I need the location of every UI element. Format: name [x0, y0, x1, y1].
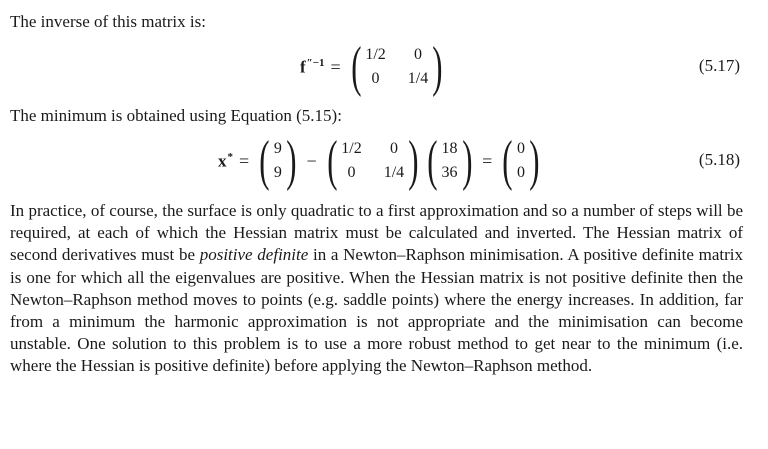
equation-5-17	[0, 36, 768, 98]
matrix-cell: 0	[347, 164, 356, 181]
eq518-equals-1: =	[239, 150, 250, 171]
equation-5-18	[0, 130, 768, 192]
eq518-minus: −	[306, 150, 317, 171]
right-paren: )	[432, 36, 443, 98]
vector-cell: 18	[441, 140, 458, 157]
equation-5-17-body	[300, 36, 447, 98]
matrix-inverse	[341, 138, 404, 184]
body-paragraph	[10, 200, 743, 378]
equation-5-18-body	[218, 130, 544, 192]
right-paren: )	[529, 130, 540, 192]
eq518-equals-2: =	[482, 150, 493, 171]
paragraph-text-2: in a Newton–Raphson minimisation. A positive definite matrix is one for which all the eigenvalues are positive. When the Hessian matrix is not positive definite then the Newton–Raphson method moves to points (e.g. saddle points) where the energy increases. In addition, far from a minimum the harmonic approximation is not appropriate and the minimisation can become unstable. One solution to this problem is to use a more robust method to get near to the minimum (i.e. where the Hessian is positive definite) before applying the Newton–Raphson method.	[10, 245, 743, 376]
matrix-cell: 1/4	[407, 70, 429, 87]
vector-cell: 36	[441, 164, 458, 181]
matrix-cell: 1/2	[365, 46, 386, 63]
vector-start	[274, 138, 282, 184]
vector-gradient	[442, 138, 458, 184]
left-paren: (	[259, 130, 270, 192]
matrix-cell: 0	[389, 140, 398, 157]
equation-number-5-17: (5.17)	[698, 56, 740, 75]
right-paren: )	[286, 130, 297, 192]
vector-result	[517, 138, 525, 184]
intro-text-inverse: The inverse of this matrix is:	[10, 12, 206, 31]
matrix-cell: 1/4	[383, 164, 405, 181]
eq517-equals: =	[330, 56, 341, 77]
matrix-inverse	[365, 44, 428, 90]
left-paren: (	[326, 130, 338, 192]
left-paren: (	[427, 130, 438, 192]
eq517-lhs: $f^{''-1}$	[300, 56, 325, 77]
matrix-cell: 0	[414, 46, 422, 63]
vector-cell: 0	[516, 164, 525, 181]
left-paren: (	[350, 36, 362, 98]
vector-cell: 9	[273, 140, 282, 157]
eq518-lhs: x*	[218, 150, 233, 171]
intro-text-minimum: The minimum is obtained using Equation (5.15):	[10, 106, 342, 125]
right-paren: )	[408, 130, 419, 192]
equation-number-5-18: (5.18)	[698, 150, 740, 169]
matrix-cell: 1/2	[341, 140, 362, 157]
matrix-cell: 0	[371, 70, 380, 87]
paragraph-text-1: In practice, of course, the surface is only quadratic to a first approximation and so a number of steps will be required, at each of which the Hessian matrix must be calculated and inverted. The Hessian matrix of second derivatives must be	[10, 201, 743, 265]
right-paren: )	[461, 130, 472, 192]
vector-cell: 9	[273, 164, 282, 181]
paragraph-emphasis: positive definite	[199, 245, 309, 265]
vector-cell: 0	[516, 140, 525, 157]
left-paren: (	[502, 130, 513, 192]
